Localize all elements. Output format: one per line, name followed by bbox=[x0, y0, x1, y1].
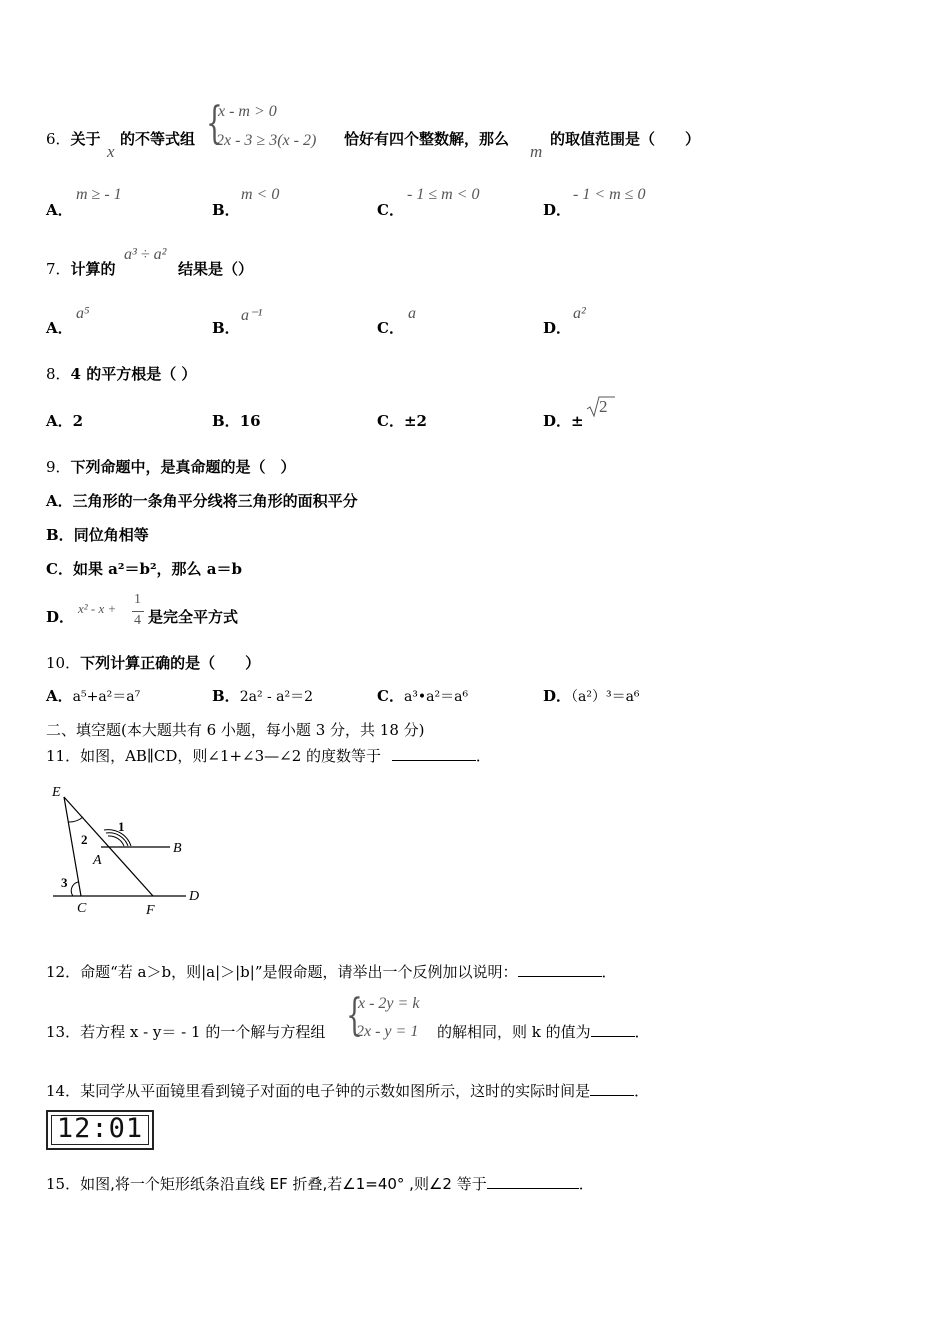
q6-suffix1: 恰好有四个整数解，那么 bbox=[344, 130, 510, 148]
q11-label-e: E bbox=[52, 785, 61, 800]
q10-stem bbox=[46, 652, 260, 673]
q8-option-b-text: 16 bbox=[239, 412, 261, 430]
q9-option-a bbox=[46, 490, 358, 511]
q13-stem bbox=[46, 1021, 325, 1042]
q12-stem bbox=[46, 961, 617, 982]
q15-text: 如图,将一个矩形纸条沿直线 EF 折叠,若∠1=40° ,则∠2 等于 bbox=[80, 1175, 487, 1193]
q8-number: 8． bbox=[46, 365, 71, 383]
q13-system-line1: x - 2y = k bbox=[358, 995, 420, 1012]
q10-option-b-label: B． bbox=[212, 687, 240, 705]
q9-option-d-label: D． bbox=[46, 608, 75, 626]
q11-answer-blank[interactable] bbox=[392, 760, 476, 761]
q6-option-a-label: A． bbox=[46, 201, 73, 219]
q13-tail bbox=[437, 1021, 650, 1042]
q11-end: ． bbox=[475, 747, 491, 765]
q6-stem bbox=[46, 128, 101, 149]
q9-option-c-label: C． bbox=[46, 560, 73, 578]
q8-option-c-label: C． bbox=[377, 412, 404, 430]
q10-option-c-text: a³•a²＝a⁶ bbox=[403, 689, 469, 705]
q11-figure bbox=[40, 778, 220, 918]
q11-label-a: A bbox=[93, 853, 102, 868]
q15-stem bbox=[46, 1173, 594, 1194]
q6-system-line1: x - m > 0 bbox=[218, 103, 277, 120]
q8-option-b bbox=[212, 410, 261, 431]
q12-number: 12． bbox=[46, 963, 81, 981]
q9-option-b-label: B． bbox=[46, 526, 74, 544]
q7-option-b-text: a⁻¹ bbox=[241, 307, 263, 324]
q13-end: ． bbox=[634, 1023, 650, 1041]
q13-number: 13． bbox=[46, 1023, 81, 1041]
q11-label-d: D bbox=[189, 889, 200, 904]
q10-number: 10． bbox=[46, 654, 81, 672]
q11-label-f: F bbox=[146, 903, 155, 918]
q6-option-d-text: - 1 < m ≤ 0 bbox=[573, 186, 646, 203]
q8-radical-value: 2 bbox=[599, 397, 608, 416]
q11-label-c: C bbox=[77, 901, 87, 916]
q13-suffix: 的解相同，则 k 的值为 bbox=[437, 1023, 591, 1041]
q9-option-d-frac-bar bbox=[132, 611, 144, 612]
q10-option-d-text: （a²）³＝a⁶ bbox=[571, 689, 640, 705]
q7-option-c-label: C． bbox=[377, 319, 404, 337]
q12-text: 命题“若 a＞b，则|a|＞|b|”是假命题，请举出一个反例加以说明： bbox=[80, 963, 518, 981]
q7-option-a-text: a⁵ bbox=[76, 305, 90, 322]
q14-end: ． bbox=[634, 1082, 650, 1100]
q6-var-m: m bbox=[530, 142, 543, 161]
q6-system-brace: { bbox=[206, 98, 223, 149]
q8-option-a-label: A． bbox=[46, 412, 73, 430]
q7-stem bbox=[46, 258, 116, 279]
q13-system-brace: { bbox=[346, 990, 363, 1041]
q7-option-a-label: A． bbox=[46, 319, 73, 337]
q15-end: ． bbox=[578, 1175, 594, 1193]
q6-system-line2: 2x - 3 ≥ 3(x - 2) bbox=[216, 132, 317, 149]
q7-option-b-label: B． bbox=[212, 319, 240, 337]
q7-prefix: 计算的 bbox=[70, 260, 116, 278]
q10-option-b-text: 2a² - a²＝2 bbox=[239, 689, 314, 705]
q9-option-d-expr: x² - x + bbox=[78, 601, 117, 616]
q6-middle: 的不等式组 bbox=[120, 130, 196, 148]
q14-text: 某同学从平面镜里看到镜子对面的电子钟的示数如图所示，这时的实际时间是 bbox=[80, 1082, 591, 1100]
q15-answer-blank[interactable] bbox=[487, 1188, 579, 1189]
q9-option-a-label: A． bbox=[46, 492, 73, 510]
q6-option-b-text: m < 0 bbox=[241, 186, 280, 203]
q7-suffix: 结果是（） bbox=[178, 260, 254, 278]
q8-option-c-text: ±2 bbox=[403, 412, 427, 430]
q10-option-d-label: D． bbox=[543, 687, 572, 705]
q13-system-line2: 2x - y = 1 bbox=[356, 1023, 419, 1040]
q14-clock-frame bbox=[46, 1110, 154, 1150]
q6-option-c-text: - 1 ≤ m < 0 bbox=[407, 186, 480, 203]
q9-option-b-text: 同位角相等 bbox=[73, 526, 149, 544]
q12-end: ． bbox=[601, 963, 617, 981]
q11-text: 如图，AB∥CD，则∠1+∠3—∠2 的度数等于 bbox=[80, 747, 382, 765]
q14-answer-blank[interactable] bbox=[590, 1095, 634, 1096]
q8-option-c bbox=[377, 410, 427, 431]
q8-option-a bbox=[46, 410, 83, 431]
q6-prefix: 关于 bbox=[70, 130, 101, 148]
q14-clock-display: 12:01 bbox=[56, 1113, 144, 1144]
q11-label-1: 1 bbox=[118, 819, 125, 834]
q13-text: 若方程 x - y＝ - 1 的一个解与方程组 bbox=[80, 1023, 326, 1041]
q10-option-a bbox=[46, 685, 140, 706]
q7-option-d-text: a² bbox=[573, 305, 586, 322]
q8-option-a-text: 2 bbox=[72, 412, 84, 430]
q9-option-b bbox=[46, 524, 149, 545]
q9-number: 9． bbox=[46, 458, 71, 476]
q9-option-c bbox=[46, 558, 242, 579]
q7-number: 7． bbox=[46, 260, 71, 278]
q10-option-a-text: a⁵+a²＝a⁷ bbox=[72, 689, 141, 705]
q9-text: 下列命题中，是真命题的是（ ） bbox=[70, 458, 296, 476]
q11-number: 11． bbox=[46, 747, 81, 765]
q10-option-c-label: C． bbox=[377, 687, 404, 705]
q13-answer-blank[interactable] bbox=[591, 1036, 635, 1037]
q7-option-c-text: a bbox=[408, 305, 416, 322]
q8-text: 4 的平方根是（ ） bbox=[70, 365, 197, 383]
q7-expression: a³ ÷ a² bbox=[124, 246, 167, 263]
q12-answer-blank[interactable] bbox=[518, 976, 602, 977]
q10-text: 下列计算正确的是（ ） bbox=[80, 654, 261, 672]
q9-option-a-text: 三角形的一条角平分线将三角形的面积平分 bbox=[72, 492, 358, 510]
q6-option-a-text: m ≥ - 1 bbox=[76, 186, 122, 203]
q10-option-a-label: A． bbox=[46, 687, 73, 705]
q8-option-b-label: B． bbox=[212, 412, 240, 430]
q9-option-d-frac-den: 4 bbox=[134, 613, 141, 628]
q14-stem bbox=[46, 1080, 649, 1101]
q8-option-d bbox=[543, 410, 584, 431]
q10-option-d bbox=[543, 685, 640, 706]
q10-option-b bbox=[212, 685, 313, 706]
q15-number: 15． bbox=[46, 1175, 81, 1193]
q6-option-c-label: C． bbox=[377, 201, 404, 219]
q9-option-c-text: 如果 a²＝b²，那么 a＝b bbox=[72, 560, 242, 578]
q11-label-2: 2 bbox=[81, 832, 88, 847]
q6-var-x: x bbox=[107, 142, 115, 161]
section-title: 二、填空题(本大题共有 6 小题，每小题 3 分，共 18 分) bbox=[46, 721, 425, 739]
q11-label-3: 3 bbox=[61, 875, 68, 890]
q6-option-d-label: D． bbox=[543, 201, 572, 219]
q11-label-b: B bbox=[173, 841, 182, 856]
q11-stem bbox=[46, 745, 491, 766]
q6-option-b-label: B． bbox=[212, 201, 240, 219]
q9-stem bbox=[46, 456, 296, 477]
q6-number: 6． bbox=[46, 130, 71, 148]
q14-number: 14． bbox=[46, 1082, 81, 1100]
q8-option-d-label: D． bbox=[543, 412, 572, 430]
q7-option-d-label: D． bbox=[543, 319, 572, 337]
q10-option-c bbox=[377, 685, 468, 706]
q8-stem bbox=[46, 363, 196, 384]
q9-option-d-text: 是完全平方式 bbox=[148, 608, 239, 626]
q9-option-d-frac-num: 1 bbox=[134, 592, 141, 607]
q8-option-d-text: ± bbox=[571, 412, 584, 430]
q6-suffix2: 的取值范围是（ ） bbox=[550, 130, 701, 148]
